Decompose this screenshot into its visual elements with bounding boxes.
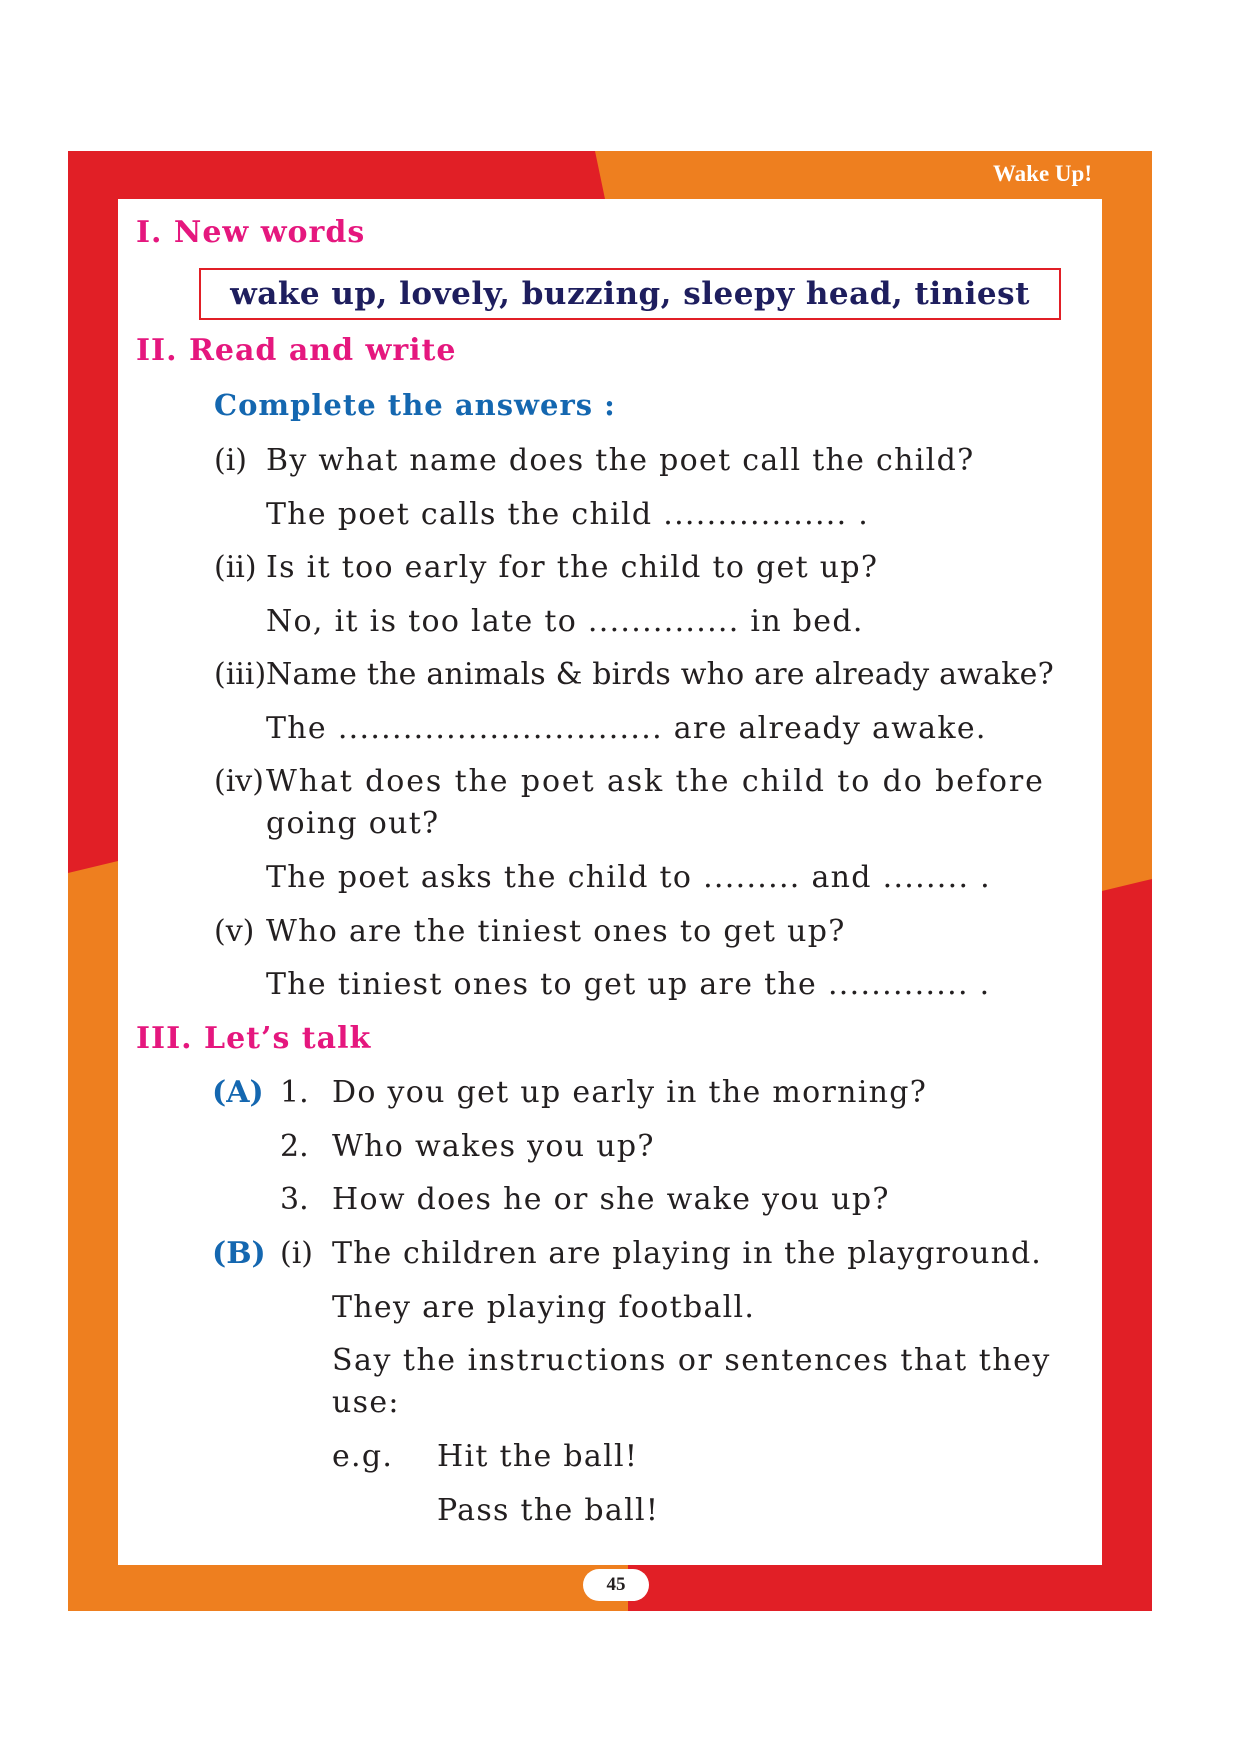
section-new-words-heading: I. New words [136,215,366,250]
scenario-text: Say the instructions or sentences that they [332,1343,1051,1378]
scenario-text: The children are playing in the playground. [332,1236,1042,1271]
section-lets-talk-heading: III. Let’s talk [136,1021,372,1056]
question-number: (v) [214,914,255,949]
question-text: By what name does the poet call the child? [266,443,975,478]
question-number: (ii) [214,550,257,585]
question-text-continued: going out? [266,806,440,841]
answer-blank: The poet asks the child to ......... and ........ . [266,860,991,895]
question-number: (iii) [214,657,267,692]
part-a-label: (A) [212,1075,264,1110]
item-number: (i) [280,1236,314,1271]
answer-blank: The .............................. are already awake. [266,711,987,746]
item-number: 2. [280,1129,309,1164]
complete-answers-subheading: Complete the answers : [214,388,616,422]
talk-question: Who wakes you up? [332,1129,655,1164]
chapter-title: Wake Up! [992,161,1092,186]
item-number: 3. [280,1182,309,1217]
example-sentence: Hit the ball! [437,1439,639,1474]
question-text: Name the animals & birds who are already awake? [266,657,1054,692]
answer-blank: The tiniest ones to get up are the ............. . [266,967,991,1002]
question-text: What does the poet ask the child to do before [266,764,1045,799]
question-text: Is it too early for the child to get up? [266,550,879,585]
item-number: 1. [280,1075,309,1110]
scenario-text: They are playing football. [332,1290,756,1325]
talk-question: Do you get up early in the morning? [332,1075,928,1110]
page-number: 45 [583,1569,649,1601]
question-text: Who are the tiniest ones to get up? [266,914,846,949]
section-read-write-heading: II. Read and write [136,333,457,368]
example-label: e.g. [332,1439,394,1474]
example-sentence: Pass the ball! [437,1493,660,1528]
new-words-box: wake up, lovely, buzzing, sleepy head, tiniest [199,268,1061,320]
part-b-label: (B) [212,1236,266,1271]
answer-blank: No, it is too late to .............. in bed. [266,604,864,639]
question-number: (iv) [214,764,264,799]
talk-question: How does he or she wake you up? [332,1182,890,1217]
question-number: (i) [214,443,248,478]
scenario-text: use: [332,1385,400,1420]
answer-blank: The poet calls the child ................. . [266,497,870,532]
